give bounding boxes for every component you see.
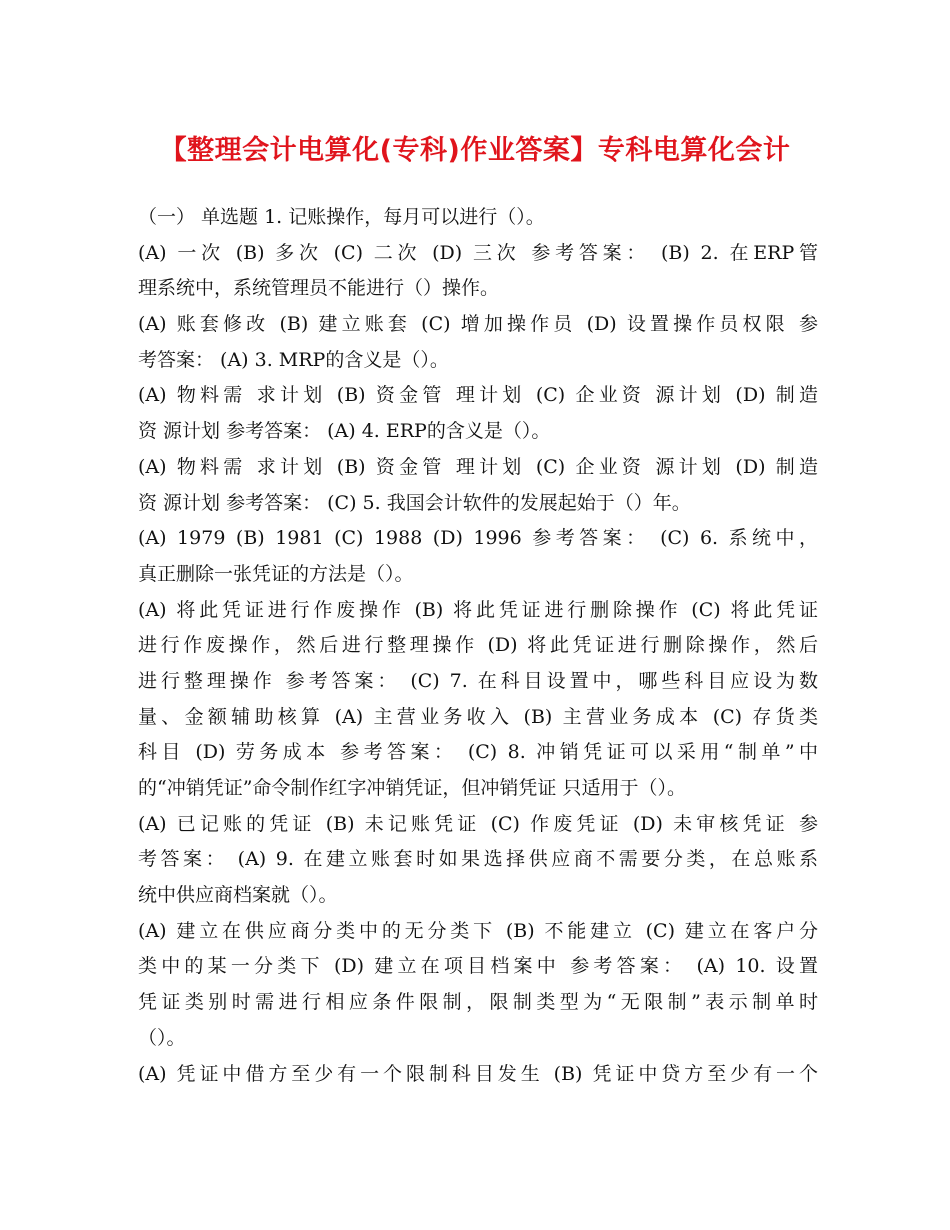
text-line: (A) 物料需 求计划 (B) 资金管 理计划 (C) 企业资 源计划 (D) 制造 [138, 384, 818, 407]
text-line: （）。 [138, 1026, 186, 1049]
text-line: 进行作废操作，然后进行整理操作 (D) 将此凭证进行删除操作，然后 [138, 634, 818, 657]
text-line: 的“冲销凭证”命令制作红字冲销凭证，但冲销凭证 只适用于（）。 [138, 777, 686, 799]
text-line: (A) 已记账的凭证 (B) 未记账凭证 (C) 作废凭证 (D) 未审核凭证 参 [138, 812, 818, 835]
text-line: 类中的某一分类下 (D) 建立在项目档案中 参考答案： (A) 10. 设置 [138, 955, 818, 978]
text-line: (A) 将此凭证进行作废操作 (B) 将此凭证进行删除操作 (C) 将此凭证 [138, 598, 818, 621]
text-line: (A) 账套修改 (B) 建立账套 (C) 增加操作员 (D) 设置操作员权限 参 [138, 313, 818, 336]
text-line: (A) 物料需 求计划 (B) 资金管 理计划 (C) 企业资 源计划 (D) 制造 [138, 455, 818, 478]
text-line: 资 源计划 参考答案： (C) 5. 我国会计软件的发展起始于（）年。 [138, 491, 691, 514]
text-line: (A) 凭证中借方至少有一个限制科目发生 (B) 凭证中贷方至少有一个 [138, 1062, 818, 1085]
text-line: 真正删除一张凭证的方法是（）。 [138, 562, 414, 585]
text-line: 统中供应商档案就（）。 [138, 884, 338, 907]
text-line: 理系统中，系统管理员不能进行（）操作。 [138, 277, 500, 300]
text-line: (A) 1979 (B) 1981 (C) 1988 (D) 1996 参考答案： (C) 6. 系统中， [138, 527, 818, 550]
text-line: 资 源计划 参考答案： (A) 4. ERP的含义是（）。 [138, 420, 551, 443]
text-line: 进行整理操作 参考答案： (C) 7. 在科目设置中，哪些科目应设为数 [138, 669, 818, 692]
text-line: 考答案： (A) 9. 在建立账套时如果选择供应商不需要分类，在总账系 [138, 848, 818, 871]
document-body [138, 200, 818, 1092]
document-title: 【整理会计电算化(专科)作业答案】专科电算化会计 [159, 135, 791, 166]
text-line: 量、金额辅助核算 (A) 主营业务收入 (B) 主营业务成本 (C) 存货类 [138, 705, 818, 728]
text-line: 科目 (D) 劳务成本 参考答案： (C) 8. 冲销凭证可以采用“制单”中 [138, 741, 818, 764]
text-line: 凭证类别时需进行相应条件限制，限制类型为“无限制”表示制单时 [138, 991, 818, 1014]
text-line: (A) 建立在供应商分类中的无分类下 (B) 不能建立 (C) 建立在客户分 [138, 919, 818, 942]
text-line: （一） 单选题 1. 记账操作，每月可以进行（）。 [138, 206, 545, 228]
text-line: (A) 一次 (B) 多次 (C) 二次 (D) 三次 参考答案： (B) 2. 在ERP管 [138, 241, 818, 264]
text-line: 考答案： (A) 3. MRP的含义是（）。 [138, 348, 449, 371]
